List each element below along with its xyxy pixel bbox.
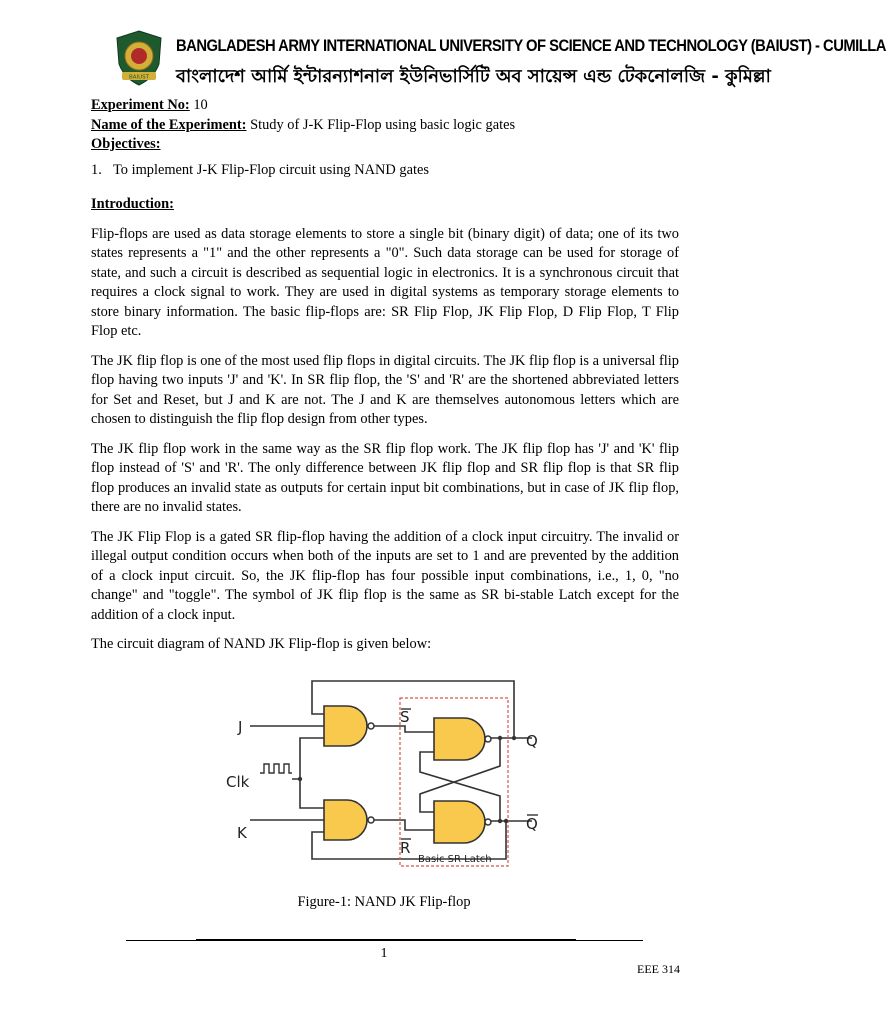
university-name-bangla: বাংলাদেশ আর্মি ইন্টারন্যাশনাল ইউনিভার্সিটি অব সায়েন্স এন্ড টেকনোলজি - কুমিল্লা [176, 66, 771, 87]
course-code: EEE 314 [637, 962, 680, 976]
clk-wire [292, 738, 324, 808]
r-wire [374, 820, 434, 830]
page-number: 1 [380, 946, 388, 961]
label-s: S [400, 708, 410, 726]
experiment-label: Experiment No: [91, 97, 190, 113]
junction-q-cross [498, 736, 502, 740]
junction-q-feedback [512, 736, 516, 740]
nand-gate-latch-bottom [434, 801, 485, 843]
label-r: R [400, 839, 411, 857]
junction-clk [298, 777, 302, 781]
nand-bubble-latch-bottom [485, 819, 491, 825]
document-body [91, 96, 679, 655]
nand-gate-k [324, 800, 367, 840]
intro-paragraph-1: Flip-flops are used as data storage elements to store a single bit (binary digit) of data; one of its two states represents a "1" and the other represents a "0". Such data storage can be used for storage of state, and such a circuit is described as sequential logic in electronics. It is a synchronous circuit that requires a clock signal to work. They are used in digital systems as temporary storage elements to store binary information. The basic flip-flops are: SR Flip Flop, JK Flip Flop, D Flip Flop, T Flip Flop etc. [91, 225, 679, 339]
intro-paragraph-4: The JK Flip Flop is a gated SR flip-flop having the addition of a clock input circuitry. The invalid or illegal output condition occurs when both of the inputs are set to 1 and are prevented by the addition of a clock input circuit. So, the JK flip-flop has four possible input combinations, i.e., 1, 0, "no change" and "toggle". The symbol of JK flip flop is the same as SR bi-stable Latch except for the addition of a clock input. [91, 528, 679, 623]
jk-flip-flop-diagram [220, 676, 550, 866]
junction-qbar-feedback [504, 819, 508, 823]
junction-qbar-cross [498, 819, 502, 823]
label-qbar: Q [526, 815, 538, 833]
label-k: K [237, 824, 247, 842]
objectives-heading [91, 135, 679, 155]
university-name-english: BANGLADESH ARMY INTERNATIONAL UNIVERSITY OF SCIENCE AND TECHNOLOGY (BAIUST) - CUMILLA [176, 36, 886, 55]
objectives-heading-text: Objectives: [91, 136, 161, 152]
label-j: J [238, 718, 243, 736]
logo-center [131, 48, 147, 64]
nand-bubble-latch-top [485, 736, 491, 742]
introduction-heading [91, 195, 679, 215]
nand-bubble-j [368, 723, 374, 729]
experiment-number [91, 96, 679, 116]
university-logo [114, 30, 164, 86]
objective-number: 1. [91, 161, 102, 178]
nand-bubble-k [368, 817, 374, 823]
figure-caption: Figure-1: NAND JK Flip-flop [297, 894, 471, 910]
nand-gate-latch-top [434, 718, 485, 760]
label-clk: Clk [226, 773, 250, 791]
footer-divider-bold [196, 939, 576, 941]
page-header [114, 30, 886, 90]
s-wire [374, 726, 434, 732]
intro-paragraph-3: The JK flip flop work in the same way as the SR flip flop work. The JK flip flop has 'J' and 'K' flip flop instead of 'S' and 'R'. The only difference between JK flip flop and SR flip flop is that SR flip flop produces an invalid state as outputs for certain input bit combinations, but in case of JK flip flop, there are no invalid states. [91, 440, 679, 515]
introduction-heading-text: Introduction: [91, 196, 174, 212]
clock-waveform [260, 764, 292, 773]
experiment-name-label: Name of the Experiment: [91, 116, 247, 133]
experiment-name [91, 116, 679, 136]
experiment-value: 10 [193, 97, 208, 113]
objective-item [91, 161, 679, 181]
nand-gate-j [324, 706, 367, 746]
logo-text: BAIUST [128, 74, 150, 81]
figure-intro-text: The circuit diagram of NAND JK Flip-flop is given below: [91, 636, 432, 652]
objective-text: To implement J-K Flip-Flop circuit using NAND gates [113, 161, 429, 178]
intro-paragraph-2: The JK flip flop is one of the most used flip flops in digital circuits. The JK flip flop is a universal flip flop having two inputs 'J' and 'K'. In SR flip flop, the 'S' and 'R' are the shortened abbreviated letters for Set and Reset, but J and K are not. The J and K are themselves autonomous letters which are chosen to distinguish the flip flop design from other types. [91, 352, 679, 427]
experiment-name-value: Study of J-K Flip-Flop using basic logic gates [250, 116, 516, 133]
label-latch: Basic SR Latch [418, 854, 492, 865]
label-q: Q [526, 732, 538, 750]
